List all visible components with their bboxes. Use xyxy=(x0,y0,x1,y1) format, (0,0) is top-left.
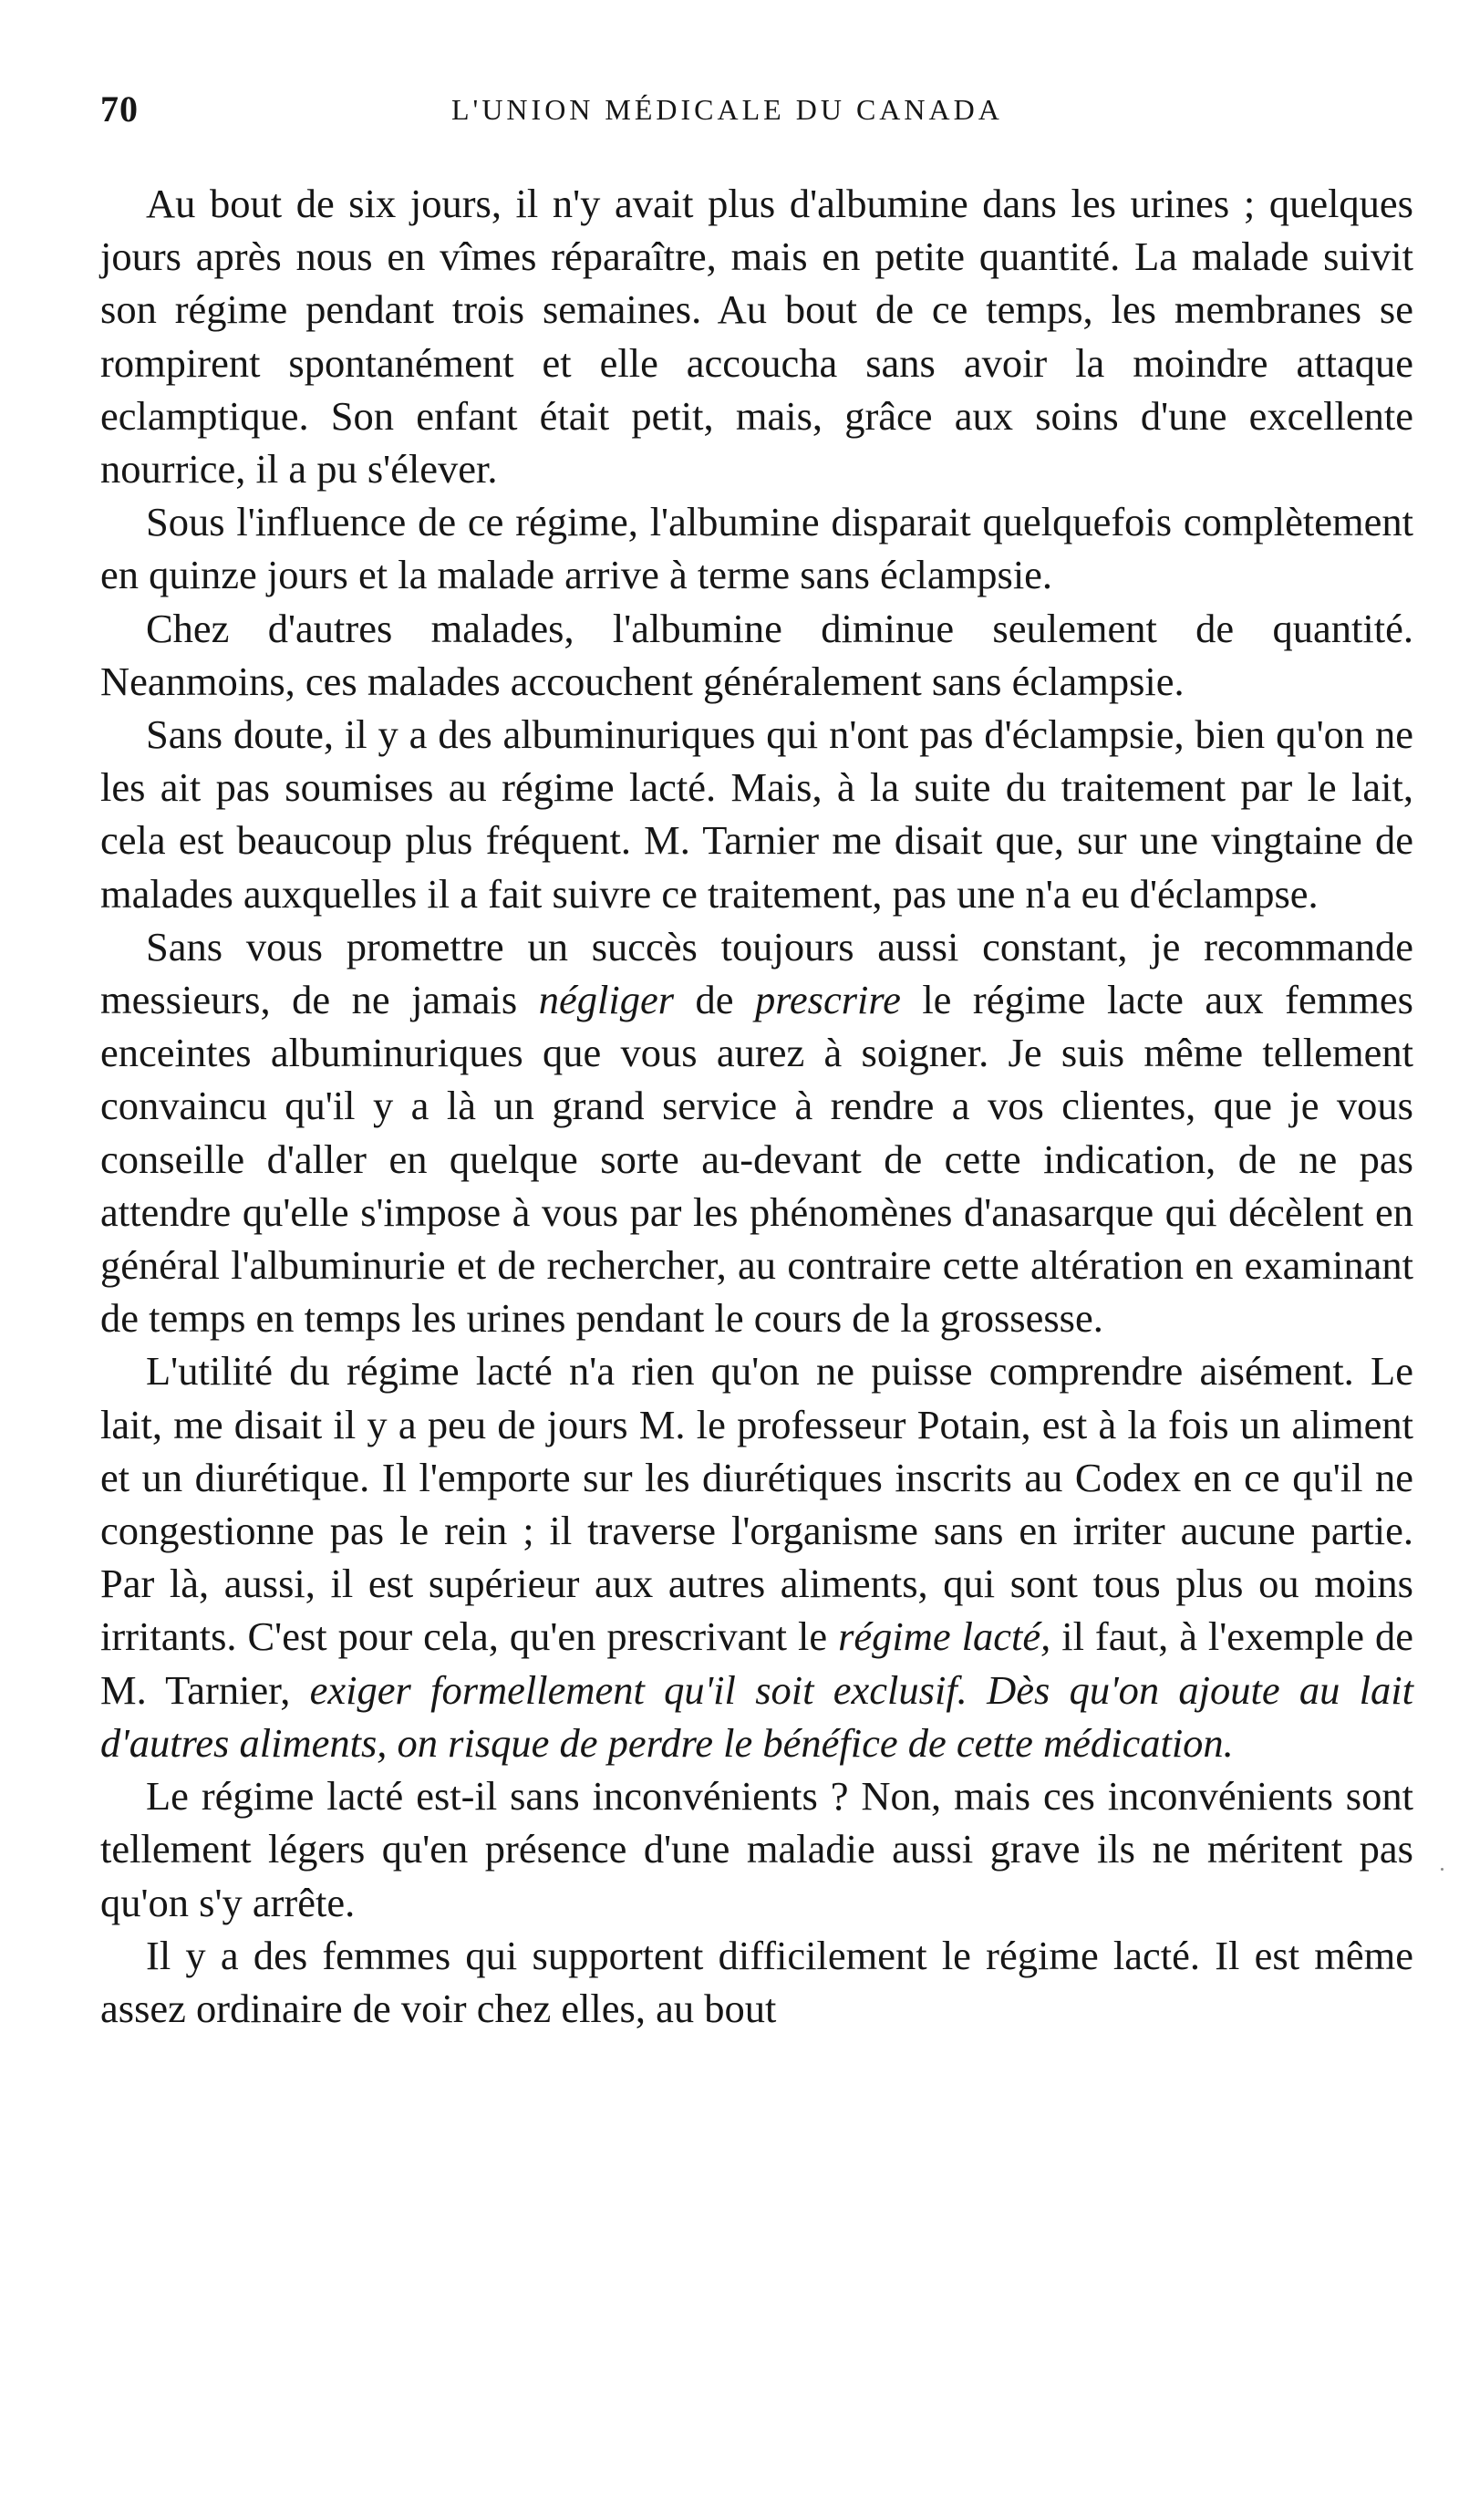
italic-text: prescrire xyxy=(755,977,901,1023)
paragraph-text: Sans vous promettre un succès toujours aussi constant, je recommande messieurs, de ne jamais xyxy=(100,923,1413,1023)
paragraph: Au bout de six jours, il n'y avait plus d'albumine dans les urines ; quelques jours après nous en vîmes réparaître, mais en petite quantité. La malade suivit son régime pendant trois semaines. Au bout de ce temps, les membranes se rompirent spontanément et elle accoucha sans avoir la moindre attaque eclamptique. Son enfant était petit, mais, grâce aux soins d'une excellente nourrice, il a pu s'élever. xyxy=(100,181,1413,493)
paragraph xyxy=(100,1344,1413,1769)
paragraph: Le régime lacté est-il sans inconvénients ? Non, mais ces inconvénients sont tellement légers qu'en présence d'une maladie aussi grave ils ne méritent pas qu'on s'y arrête. xyxy=(100,1773,1413,1925)
paragraph: Il y a des femmes qui supportent difficilement le régime lacté. Il est même assez ordinaire de voir chez elles, au bout xyxy=(100,1932,1413,2031)
margin-speck xyxy=(1441,1868,1443,1871)
paragraph-text: il faut, à l'exemple de M. Tarnier, xyxy=(100,1613,1413,1713)
paragraph-text: de xyxy=(674,977,755,1023)
paragraph: Chez d'autres malades, l'albumine diminue seulement de quantité. Neanmoins, ces malades accouchent généralement sans éclampsie. xyxy=(100,605,1413,704)
document-page xyxy=(100,88,1413,2035)
running-header xyxy=(100,88,1413,142)
italic-text: négliger xyxy=(538,977,675,1023)
italic-text: régime lacté, xyxy=(838,1613,1051,1660)
article-body xyxy=(100,177,1413,2035)
italic-text: exiger formellement qu'il soit exclusif. Dès qu'on ajoute au lait d'autres aliments, on risque de perdre le bénéfice de cette médication. xyxy=(100,1666,1413,1766)
paragraph xyxy=(100,920,1413,1345)
paragraph: Sans doute, il y a des albuminuriques qui n'ont pas d'éclampsie, bien qu'on ne les ait pas soumises au régime lacté. Mais, à la suite du traitement par le lait, cela est beaucoup plus fréquent. M. Tarnier me disait que, sur une vingtaine de malades auxquelles il a fait suivre ce traitement, pas une n'a eu d'éclampse. xyxy=(100,711,1413,917)
paragraph-text: le régime lacte aux femmes enceintes albuminuriques que vous aurez à soigner. Je suis même tellement convaincu qu'il y a là un grand service à rendre a vos clientes, que je vous conseille d'aller en quelque sorte au-devant de cette indication, de ne pas attendre qu'elle s'impose à vous par les phénomènes d'anasarque qui décèlent en général l'albuminurie et de rechercher, au contraire cette altération en examinant de temps en temps les urines pendant le cours de la grossesse. xyxy=(100,977,1413,1342)
page-number: 70 xyxy=(100,88,139,130)
journal-title: L'UNION MÉDICALE DU CANADA xyxy=(451,93,1003,126)
paragraph-text: L'utilité du régime lacté n'a rien qu'on ne puisse comprendre aisément. Le lait, me disait il y a peu de jours M. le professeur Potain, est à la fois un aliment et un diurétique. Il l'emporte sur les diurétiques inscrits au Codex en ce qu'il ne congestionne pas le rein ; il traverse l'organisme sans en irriter aucune partie. Par là, aussi, il est supérieur aux autres aliments, qui sont tous plus ou moins irritants. C'est pour cela, qu'en prescrivant le xyxy=(100,1348,1413,1660)
paragraph: Sous l'influence de ce régime, l'albumine disparait quelquefois complètement en quinze jours et la malade arrive à terme sans éclampsie. xyxy=(100,499,1413,598)
